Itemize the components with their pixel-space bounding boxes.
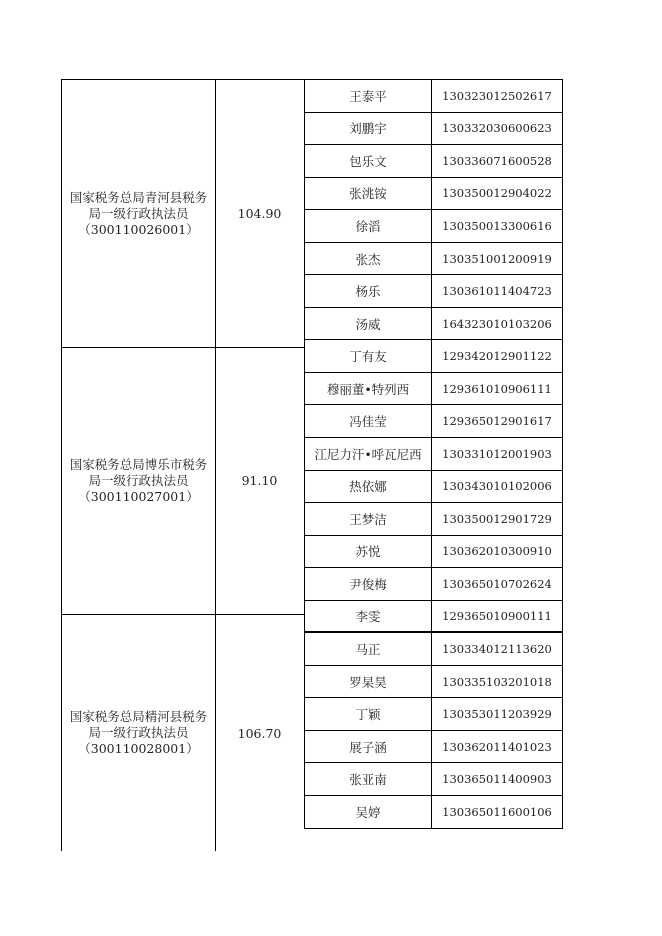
candidate-id: 129342012901122 bbox=[442, 349, 552, 364]
candidate-id: 130350012901729 bbox=[442, 511, 552, 526]
candidate-name: 马正 bbox=[305, 633, 432, 665]
table-row bbox=[305, 80, 562, 113]
candidate-id: 164323010103206 bbox=[442, 316, 552, 331]
candidate-id: 130365010702624 bbox=[442, 576, 552, 591]
candidate-name: 李雯 bbox=[305, 601, 432, 632]
candidate-name: 刘鹏宇 bbox=[305, 113, 432, 145]
candidate-id: 130362010300910 bbox=[442, 544, 552, 559]
candidate-name: 尹俊梅 bbox=[305, 568, 432, 600]
candidate-name: 热依娜 bbox=[305, 471, 432, 503]
candidate-name: 丁颖 bbox=[305, 698, 432, 730]
candidate-name: 丁有友 bbox=[305, 340, 432, 372]
table-row bbox=[305, 503, 562, 536]
candidate-id: 130361011404723 bbox=[442, 284, 552, 299]
table-row bbox=[305, 340, 562, 373]
score-value-2: 91.10 bbox=[241, 473, 278, 488]
candidate-id: 130365011600106 bbox=[442, 804, 552, 819]
candidate-name: 张杰 bbox=[305, 243, 432, 275]
candidate-id: 130362011401023 bbox=[442, 739, 552, 754]
table-row bbox=[305, 471, 562, 504]
table-row bbox=[305, 633, 562, 666]
table-row bbox=[305, 178, 562, 211]
candidate-id: 130343010102006 bbox=[442, 479, 552, 494]
table-row bbox=[305, 796, 562, 829]
candidate-name: 冯佳莹 bbox=[305, 405, 432, 437]
candidate-name: 包乐文 bbox=[305, 145, 432, 177]
position-cell-1 bbox=[61, 79, 216, 348]
position-title-1: 国家税务总局青河县税务 局一级行政执法员 （300110026001） bbox=[69, 189, 208, 237]
table-row bbox=[305, 568, 562, 601]
candidate-name: 王泰平 bbox=[305, 80, 432, 112]
table-row bbox=[305, 308, 562, 341]
table-row bbox=[305, 536, 562, 569]
candidate-name: 罗杲昊 bbox=[305, 666, 432, 698]
candidate-id: 130332030600623 bbox=[442, 121, 552, 136]
candidate-name: 徐滔 bbox=[305, 210, 432, 242]
candidate-id: 129361010906111 bbox=[442, 381, 552, 396]
candidate-id: 130353011203929 bbox=[442, 707, 552, 722]
candidate-name: 苏悦 bbox=[305, 536, 432, 568]
candidate-id: 130334012113620 bbox=[442, 642, 552, 657]
table-row bbox=[305, 405, 562, 438]
score-cell-1 bbox=[215, 79, 304, 348]
candidate-id: 130351001200919 bbox=[442, 251, 552, 266]
table-row bbox=[305, 210, 562, 243]
table-row bbox=[305, 666, 562, 699]
candidate-id: 130365011400903 bbox=[442, 772, 552, 787]
position-cell-3 bbox=[61, 615, 216, 851]
candidate-name: 汤威 bbox=[305, 308, 432, 340]
candidate-name: 江尼力汗•呼瓦尼西 bbox=[305, 438, 432, 470]
candidate-id: 130331012001903 bbox=[442, 446, 552, 461]
candidate-table bbox=[304, 79, 563, 829]
candidate-id: 129365010900111 bbox=[442, 609, 552, 624]
table-row bbox=[305, 275, 562, 308]
position-title-2: 国家税务总局博乐市税务 局一级行政执法员 （300110027001） bbox=[69, 456, 208, 504]
candidate-id: 130336071600528 bbox=[442, 153, 552, 168]
candidate-id: 130335103201018 bbox=[442, 674, 552, 689]
table-row bbox=[305, 438, 562, 471]
table-row bbox=[305, 145, 562, 178]
candidate-name: 吴婷 bbox=[305, 796, 432, 828]
position-cell-2 bbox=[61, 347, 216, 615]
candidate-name: 展子涵 bbox=[305, 731, 432, 763]
score-value-3: 106.70 bbox=[237, 725, 282, 741]
candidate-id: 130323012502617 bbox=[442, 88, 552, 103]
score-value-1: 104.90 bbox=[237, 206, 282, 221]
candidate-id: 130350012904022 bbox=[442, 186, 552, 201]
candidate-name: 穆丽董•特列西 bbox=[305, 373, 432, 405]
candidate-id: 130350013300616 bbox=[442, 218, 552, 233]
score-cell-2 bbox=[215, 347, 304, 615]
table-row bbox=[305, 243, 562, 276]
candidate-name: 张亚南 bbox=[305, 763, 432, 795]
candidate-name: 张洮铵 bbox=[305, 178, 432, 210]
table-row bbox=[305, 763, 562, 796]
table-row bbox=[305, 698, 562, 731]
candidate-name: 杨乐 bbox=[305, 275, 432, 307]
table-row bbox=[305, 113, 562, 146]
table-row bbox=[305, 731, 562, 764]
score-cell-3 bbox=[215, 615, 304, 851]
position-title-3: 国家税务总局精河县税务 局一级行政执法员 （300110028001） bbox=[69, 709, 208, 756]
table-row bbox=[305, 601, 562, 634]
candidate-name: 王梦洁 bbox=[305, 503, 432, 535]
table-row bbox=[305, 373, 562, 406]
candidate-id: 129365012901617 bbox=[442, 414, 552, 429]
